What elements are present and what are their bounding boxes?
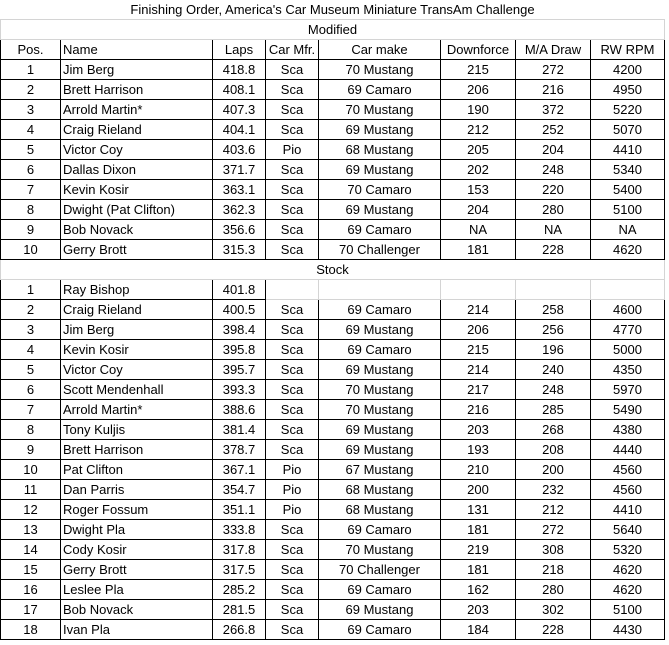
table-cell: Pat Clifton [61, 460, 213, 480]
table-cell: 68 Mustang [319, 140, 441, 160]
table-cell: 69 Camaro [319, 340, 441, 360]
column-header: Laps [213, 40, 266, 60]
table-cell [266, 280, 319, 300]
table-cell: 248 [516, 160, 591, 180]
table-cell: 317.5 [213, 560, 266, 580]
table-cell: Sca [266, 60, 319, 80]
table-cell: 4410 [591, 140, 665, 160]
table-cell: 2 [1, 300, 61, 320]
table-cell: Sca [266, 580, 319, 600]
table-cell: Sca [266, 360, 319, 380]
table-cell: 69 Mustang [319, 360, 441, 380]
table-row [1, 60, 665, 80]
table-cell: 356.6 [213, 220, 266, 240]
table-cell: Dallas Dixon [61, 160, 213, 180]
table-cell: 181 [441, 560, 516, 580]
table-cell: 204 [516, 140, 591, 160]
table-cell: 1 [1, 60, 61, 80]
table-cell: Sca [266, 320, 319, 340]
table-row [1, 560, 665, 580]
table-cell: Victor Coy [61, 360, 213, 380]
table-cell: 181 [441, 240, 516, 260]
table-cell: 69 Mustang [319, 440, 441, 460]
table-cell: 15 [1, 560, 61, 580]
table-cell: 206 [441, 80, 516, 100]
table-cell: 4770 [591, 320, 665, 340]
table-cell: Sca [266, 300, 319, 320]
table-cell: Sca [266, 180, 319, 200]
table-cell: 9 [1, 220, 61, 240]
table-cell: 248 [516, 380, 591, 400]
table-row [1, 160, 665, 180]
table-cell: Victor Coy [61, 140, 213, 160]
table-cell: 5640 [591, 520, 665, 540]
table-cell: Kevin Kosir [61, 180, 213, 200]
table-cell: 5340 [591, 160, 665, 180]
table-cell: Kevin Kosir [61, 340, 213, 360]
table-cell: 407.3 [213, 100, 266, 120]
table-cell: 7 [1, 400, 61, 420]
table-cell: Tony Kuljis [61, 420, 213, 440]
table-cell: 214 [441, 360, 516, 380]
table-cell: 400.5 [213, 300, 266, 320]
table-cell: Roger Fossum [61, 500, 213, 520]
table-cell [591, 280, 665, 300]
table-cell: 5070 [591, 120, 665, 140]
table-cell: 181 [441, 520, 516, 540]
table-cell: 215 [441, 340, 516, 360]
table-cell: 70 Mustang [319, 380, 441, 400]
table-cell: 4 [1, 340, 61, 360]
table-row [1, 300, 665, 320]
table-cell: Arrold Martin* [61, 400, 213, 420]
table-row [1, 620, 665, 640]
table-cell: 9 [1, 440, 61, 460]
table-cell: 70 Challenger [319, 560, 441, 580]
table-cell: 285 [516, 400, 591, 420]
table-cell: 367.1 [213, 460, 266, 480]
table-cell: 240 [516, 360, 591, 380]
table-cell: 216 [516, 80, 591, 100]
table-cell: 403.6 [213, 140, 266, 160]
table-cell: Sca [266, 340, 319, 360]
table-cell: 232 [516, 480, 591, 500]
table-cell: 69 Camaro [319, 520, 441, 540]
table-cell: 218 [516, 560, 591, 580]
table-cell: 162 [441, 580, 516, 600]
table-cell: 393.3 [213, 380, 266, 400]
table-cell: 228 [516, 620, 591, 640]
table-cell: 70 Mustang [319, 100, 441, 120]
table-cell: Pio [266, 460, 319, 480]
table-cell: 16 [1, 580, 61, 600]
table-cell: 333.8 [213, 520, 266, 540]
table-cell: 69 Mustang [319, 120, 441, 140]
table-cell: 18 [1, 620, 61, 640]
table-cell: 228 [516, 240, 591, 260]
table-cell: Ivan Pla [61, 620, 213, 640]
table-cell: Cody Kosir [61, 540, 213, 560]
table-row [1, 380, 665, 400]
table-row [1, 520, 665, 540]
table-cell: Sca [266, 120, 319, 140]
table-cell: 418.8 [213, 60, 266, 80]
table-cell: 5000 [591, 340, 665, 360]
table-cell: Sca [266, 540, 319, 560]
table-row [1, 240, 665, 260]
table-row [1, 80, 665, 100]
table-cell: 69 Mustang [319, 320, 441, 340]
table-cell: 4620 [591, 580, 665, 600]
table-cell: 5220 [591, 100, 665, 120]
table-cell: 12 [1, 500, 61, 520]
table-cell: 8 [1, 200, 61, 220]
table-cell [441, 280, 516, 300]
table-cell: Sca [266, 600, 319, 620]
table-cell: 200 [516, 460, 591, 480]
table-cell: 252 [516, 120, 591, 140]
table-cell: 351.1 [213, 500, 266, 520]
table-cell: 69 Mustang [319, 600, 441, 620]
table-cell: Brett Harrison [61, 80, 213, 100]
sheet-title: Finishing Order, America's Car Museum Miniature TransAm Challenge [1, 0, 665, 20]
table-cell: Sca [266, 420, 319, 440]
table-cell: Arrold Martin* [61, 100, 213, 120]
table-cell: 401.8 [213, 280, 266, 300]
table-cell: Gerry Brott [61, 240, 213, 260]
table-cell: 308 [516, 540, 591, 560]
column-header: Car Mfr. [266, 40, 319, 60]
table-cell: Sca [266, 100, 319, 120]
table-cell: 4 [1, 120, 61, 140]
table-cell: Scott Mendenhall [61, 380, 213, 400]
table-cell: 5100 [591, 600, 665, 620]
table-cell: Leslee Pla [61, 580, 213, 600]
table-cell: Sca [266, 380, 319, 400]
table-cell: 212 [441, 120, 516, 140]
table-cell: Craig Rieland [61, 300, 213, 320]
table-cell: 4440 [591, 440, 665, 460]
table-cell: 398.4 [213, 320, 266, 340]
table-cell: 70 Camaro [319, 180, 441, 200]
table-cell: Jim Berg [61, 320, 213, 340]
table-cell: 302 [516, 600, 591, 620]
table-cell: 5970 [591, 380, 665, 400]
table-cell: 272 [516, 60, 591, 80]
table-cell: 17 [1, 600, 61, 620]
column-header: Name [61, 40, 213, 60]
table-cell: 280 [516, 200, 591, 220]
table-cell: 5320 [591, 540, 665, 560]
table-cell: 395.7 [213, 360, 266, 380]
table-cell [319, 280, 441, 300]
table-cell: 4200 [591, 60, 665, 80]
table-cell: 272 [516, 520, 591, 540]
table-cell: 193 [441, 440, 516, 460]
table-body [1, 0, 665, 640]
table-row [1, 120, 665, 140]
table-cell: 10 [1, 240, 61, 260]
table-cell: 69 Mustang [319, 420, 441, 440]
table-cell: 280 [516, 580, 591, 600]
table-cell: 4560 [591, 460, 665, 480]
table-row [1, 580, 665, 600]
table-cell: 363.1 [213, 180, 266, 200]
table-cell: Pio [266, 480, 319, 500]
table-cell: 388.6 [213, 400, 266, 420]
table-cell: 4950 [591, 80, 665, 100]
table-cell: 317.8 [213, 540, 266, 560]
table-cell: 205 [441, 140, 516, 160]
table-cell: 371.7 [213, 160, 266, 180]
table-cell: 69 Mustang [319, 200, 441, 220]
table-row [1, 460, 665, 480]
table-cell: Bob Novack [61, 600, 213, 620]
table-cell: 315.3 [213, 240, 266, 260]
column-header: RW RPM [591, 40, 665, 60]
table-cell: 354.7 [213, 480, 266, 500]
table-cell: 219 [441, 540, 516, 560]
table-cell: 4350 [591, 360, 665, 380]
table-cell: 2 [1, 80, 61, 100]
table-cell: 220 [516, 180, 591, 200]
table-cell: Sca [266, 620, 319, 640]
table-cell: Dwight (Pat Clifton) [61, 200, 213, 220]
table-cell: Jim Berg [61, 60, 213, 80]
table-cell: 203 [441, 600, 516, 620]
table-cell: Pio [266, 500, 319, 520]
table-cell: 6 [1, 380, 61, 400]
table-cell: 153 [441, 180, 516, 200]
table-cell: 5490 [591, 400, 665, 420]
table-cell: 381.4 [213, 420, 266, 440]
table-cell: Sca [266, 520, 319, 540]
table-cell: 69 Mustang [319, 160, 441, 180]
table-row [1, 480, 665, 500]
table-cell: 8 [1, 420, 61, 440]
table-row [1, 180, 665, 200]
table-cell: 68 Mustang [319, 500, 441, 520]
table-cell: 69 Camaro [319, 580, 441, 600]
table-cell: 13 [1, 520, 61, 540]
table-cell: 208 [516, 440, 591, 460]
table-cell: 4380 [591, 420, 665, 440]
table-cell: 4410 [591, 500, 665, 520]
table-cell: 395.8 [213, 340, 266, 360]
table-row [1, 440, 665, 460]
table-row [1, 220, 665, 240]
table-cell: Sca [266, 440, 319, 460]
table-cell: 1 [1, 280, 61, 300]
table-row [1, 360, 665, 380]
column-header: Pos. [1, 40, 61, 60]
table-cell: 4560 [591, 480, 665, 500]
table-row [1, 340, 665, 360]
table-cell: Sca [266, 240, 319, 260]
table-cell: 214 [441, 300, 516, 320]
table-cell: 14 [1, 540, 61, 560]
table-cell: NA [516, 220, 591, 240]
table-row [1, 320, 665, 340]
table-row [1, 140, 665, 160]
table-cell: 5 [1, 140, 61, 160]
table-cell: 70 Mustang [319, 540, 441, 560]
table-cell: 69 Camaro [319, 80, 441, 100]
table-row [1, 280, 665, 300]
table-cell: Dan Parris [61, 480, 213, 500]
table-cell: NA [441, 220, 516, 240]
table-cell: 5400 [591, 180, 665, 200]
table-cell: Sca [266, 400, 319, 420]
table-cell: 67 Mustang [319, 460, 441, 480]
table-cell: 69 Camaro [319, 300, 441, 320]
table-row [1, 400, 665, 420]
table-cell: Brett Harrison [61, 440, 213, 460]
table-cell: Pio [266, 140, 319, 160]
table-cell: 206 [441, 320, 516, 340]
table-cell: 258 [516, 300, 591, 320]
table-cell: 200 [441, 480, 516, 500]
table-cell: Craig Rieland [61, 120, 213, 140]
table-cell: 4600 [591, 300, 665, 320]
table-cell: 70 Mustang [319, 400, 441, 420]
table-cell: Sca [266, 560, 319, 580]
table-row [1, 200, 665, 220]
table-row [1, 500, 665, 520]
table-cell: 4430 [591, 620, 665, 640]
table-cell: 6 [1, 160, 61, 180]
table-cell: 202 [441, 160, 516, 180]
table-cell: 212 [516, 500, 591, 520]
table-cell: 281.5 [213, 600, 266, 620]
table-cell: 285.2 [213, 580, 266, 600]
section-title: Stock [1, 260, 665, 280]
table-cell: 69 Camaro [319, 620, 441, 640]
table-cell: 256 [516, 320, 591, 340]
table-cell: 3 [1, 320, 61, 340]
table-cell: NA [591, 220, 665, 240]
table-cell: 5100 [591, 200, 665, 220]
table-cell: Bob Novack [61, 220, 213, 240]
table-cell: Sca [266, 200, 319, 220]
table-cell: 266.8 [213, 620, 266, 640]
section-row-modified [1, 20, 665, 40]
table-cell: 4620 [591, 240, 665, 260]
table-cell: 70 Challenger [319, 240, 441, 260]
table-cell: 204 [441, 200, 516, 220]
table-cell: Ray Bishop [61, 280, 213, 300]
table-row [1, 420, 665, 440]
table-cell: 190 [441, 100, 516, 120]
table-cell: 5 [1, 360, 61, 380]
table-row [1, 100, 665, 120]
table-cell: 3 [1, 100, 61, 120]
table-row [1, 540, 665, 560]
table-cell: Gerry Brott [61, 560, 213, 580]
header-row [1, 40, 665, 60]
column-header: M/A Draw [516, 40, 591, 60]
column-header: Car make [319, 40, 441, 60]
table-cell: Dwight Pla [61, 520, 213, 540]
table-cell: 217 [441, 380, 516, 400]
table-cell: 184 [441, 620, 516, 640]
table-cell: Sca [266, 220, 319, 240]
table-cell: 68 Mustang [319, 480, 441, 500]
table-cell: 378.7 [213, 440, 266, 460]
table-cell: 210 [441, 460, 516, 480]
table-cell: 203 [441, 420, 516, 440]
table-cell: 11 [1, 480, 61, 500]
table-cell: 404.1 [213, 120, 266, 140]
table-cell: 196 [516, 340, 591, 360]
table-cell: 7 [1, 180, 61, 200]
table-cell: 216 [441, 400, 516, 420]
table-cell: 69 Camaro [319, 220, 441, 240]
table-cell [516, 280, 591, 300]
table-cell: 372 [516, 100, 591, 120]
table-cell: 131 [441, 500, 516, 520]
section-title: Modified [1, 20, 665, 40]
table-cell: 10 [1, 460, 61, 480]
table-cell: 70 Mustang [319, 60, 441, 80]
table-cell: 408.1 [213, 80, 266, 100]
section-row-stock [1, 260, 665, 280]
table-cell: 362.3 [213, 200, 266, 220]
column-header: Downforce [441, 40, 516, 60]
table-cell: Sca [266, 80, 319, 100]
table-cell: 4620 [591, 560, 665, 580]
table-cell: 215 [441, 60, 516, 80]
table-cell: Sca [266, 160, 319, 180]
table-row [1, 600, 665, 620]
table-cell: 268 [516, 420, 591, 440]
